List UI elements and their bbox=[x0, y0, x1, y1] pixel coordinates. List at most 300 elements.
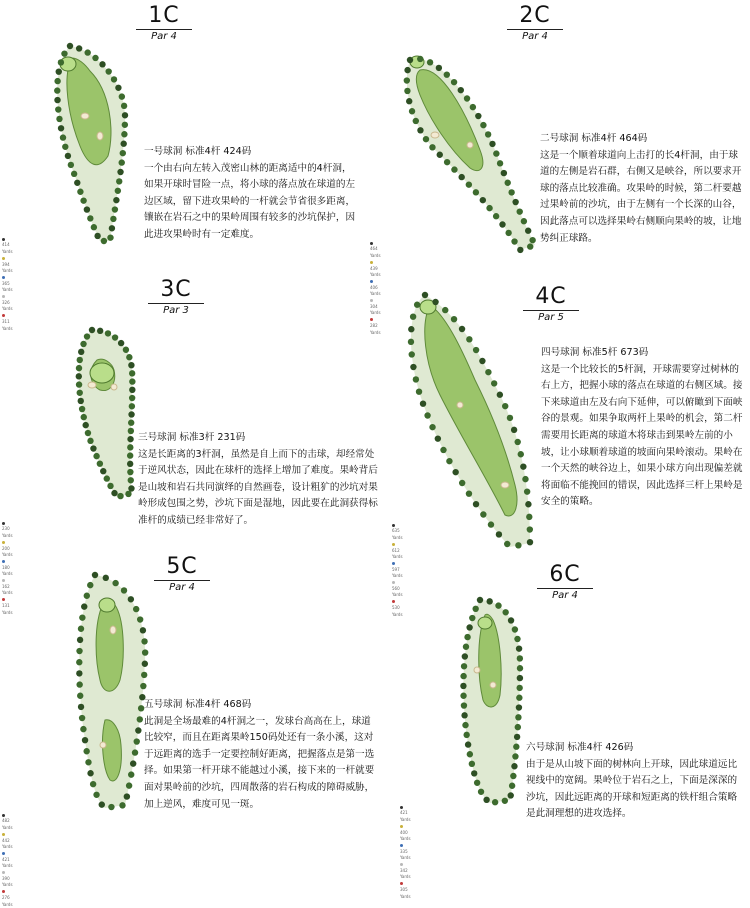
tree-icon bbox=[128, 411, 134, 417]
tree-icon bbox=[123, 347, 129, 353]
bunker bbox=[490, 682, 496, 688]
yardage-text: 612 Yards bbox=[392, 547, 403, 560]
tree-icon bbox=[502, 403, 508, 409]
tree-icon bbox=[517, 675, 523, 681]
tree-icon bbox=[54, 78, 60, 84]
tree-icon bbox=[87, 438, 93, 444]
tree-icon bbox=[510, 773, 516, 779]
tree-icon bbox=[424, 412, 430, 418]
tee-marker-icon bbox=[392, 600, 395, 603]
tree-icon bbox=[461, 702, 467, 708]
hole-par: Par 4 bbox=[507, 29, 563, 42]
tree-icon bbox=[471, 770, 477, 776]
hole-map bbox=[395, 40, 545, 250]
tee-marker-icon bbox=[370, 242, 373, 245]
tree-icon bbox=[133, 606, 139, 612]
yardage-row bbox=[2, 313, 13, 332]
hole-description bbox=[526, 740, 744, 823]
tree-icon bbox=[517, 665, 523, 671]
tree-icon bbox=[526, 514, 532, 520]
tree-icon bbox=[87, 770, 93, 776]
tree-icon bbox=[409, 108, 415, 114]
bunker bbox=[431, 132, 439, 138]
tree-icon bbox=[135, 727, 141, 733]
yardage-text: 180 Yards bbox=[2, 564, 13, 577]
tree-icon bbox=[515, 714, 521, 720]
tree-icon bbox=[82, 422, 88, 428]
tee-marker-icon bbox=[400, 882, 403, 885]
tree-icon bbox=[466, 624, 472, 630]
tee-marker-icon bbox=[2, 890, 5, 893]
tree-icon bbox=[410, 364, 416, 370]
tree-icon bbox=[111, 76, 117, 82]
tree-icon bbox=[76, 648, 82, 654]
tee-marker-icon bbox=[370, 261, 373, 264]
yardage-text: 342 Yards bbox=[400, 868, 411, 880]
hole-par: Par 5 bbox=[523, 310, 579, 323]
tree-icon bbox=[466, 336, 472, 342]
tee-marker-icon bbox=[392, 543, 395, 546]
tree-icon bbox=[496, 531, 502, 537]
tree-icon bbox=[142, 661, 148, 667]
yardage-row bbox=[392, 599, 403, 618]
tree-icon bbox=[525, 228, 531, 234]
tree-icon bbox=[76, 365, 82, 371]
yardage-text: 560 Yards bbox=[392, 586, 403, 598]
tree-icon bbox=[460, 683, 466, 689]
tree-icon bbox=[71, 171, 77, 177]
tree-icon bbox=[470, 104, 476, 110]
tree-icon bbox=[515, 439, 521, 445]
tree-icon bbox=[508, 617, 514, 623]
hole-number: 5C bbox=[166, 554, 198, 579]
tee-marker-icon bbox=[370, 280, 373, 283]
tree-icon bbox=[127, 436, 133, 442]
yardage-row bbox=[2, 578, 13, 597]
tree-icon bbox=[465, 741, 471, 747]
tree-icon bbox=[478, 789, 484, 795]
yardage-row bbox=[392, 522, 403, 541]
tree-icon bbox=[458, 87, 464, 93]
tree-icon bbox=[466, 181, 472, 187]
tree-icon bbox=[491, 380, 497, 386]
yardage-text: 311 Yards bbox=[2, 319, 13, 331]
bunker bbox=[474, 667, 480, 673]
tree-icon bbox=[497, 392, 503, 398]
tee-marker-icon bbox=[392, 562, 395, 565]
tree-icon bbox=[485, 131, 491, 137]
yardage-row bbox=[2, 520, 13, 539]
tree-icon bbox=[508, 189, 514, 195]
yardage-text: 439 Yards bbox=[370, 265, 381, 278]
tree-icon bbox=[107, 234, 113, 240]
tree-icon bbox=[137, 716, 143, 722]
tree-icon bbox=[128, 485, 134, 491]
tee-marker-icon bbox=[2, 238, 5, 241]
tree-icon bbox=[469, 761, 475, 767]
tree-icon bbox=[464, 95, 470, 101]
tee-marker-icon bbox=[2, 598, 5, 601]
hole-body: 由于是从山坡下面的树林向上开球，因此球道远比视线中的宽阔。果岭位于岩石之上，下面是深深的沙坑，因此远距离的开球和短距离的铁杆组合策略是此洞理想的进攻选择。 bbox=[526, 758, 738, 820]
hole-title: 四号球洞 标准5杆 673码 bbox=[541, 347, 649, 358]
tree-icon bbox=[80, 726, 86, 732]
hole-number: 3C bbox=[160, 277, 192, 302]
yardage-text: 365 Yards bbox=[2, 280, 13, 293]
tree-icon bbox=[129, 378, 135, 384]
bunker bbox=[81, 113, 89, 119]
tree-icon bbox=[502, 798, 508, 804]
hole-title: 三号球洞 标准3杆 231码 bbox=[138, 432, 246, 443]
tree-icon bbox=[94, 233, 100, 239]
yardage-row bbox=[2, 255, 13, 274]
tree-icon bbox=[78, 349, 84, 355]
tree-icon bbox=[84, 593, 90, 599]
hole-map bbox=[62, 325, 142, 500]
hole-title: 二号球洞 标准4杆 464码 bbox=[540, 133, 648, 144]
hole-header bbox=[495, 4, 575, 42]
tree-icon bbox=[420, 400, 426, 406]
hole-body: 这是一个比较长的5杆洞，开球需要穿过树林的右上方，把握小球的落点在球道的右侧区域。接下来球道由左及右向下延伸，可以俯瞰到下面峡谷的景观。如果争取两杆上果岭的机会，第二杆需要用长距离的球道木将球击到果岭左前的小坡，让小球顺着球道的坡面向果岭滚动。果岭在一个天然的峡谷边上，如果小球方向出现偏差就将面临不能挽回的错误，因此选择三杆上果岭是安全的策略。 bbox=[541, 363, 743, 508]
tree-icon bbox=[56, 116, 62, 122]
hole-par: Par 4 bbox=[154, 580, 210, 593]
tree-icon bbox=[507, 415, 513, 421]
tee-marker-icon bbox=[2, 541, 5, 544]
hole-number: 4C bbox=[535, 284, 567, 309]
tree-icon bbox=[82, 737, 88, 743]
yardage-row bbox=[400, 842, 411, 861]
tree-icon bbox=[127, 469, 133, 475]
tree-icon bbox=[462, 653, 468, 659]
hole-body: 这是一个顺着球道向上击打的长4杆洞，由于球道的左侧是岩石群，右侧又是峡谷，所以要求开球的落点比较准确。攻果岭的时候，第二杆要越过果岭前的沙坑，由于左侧有一个长深的山谷，因此落点可以选择果岭右侧顺向果岭的坡，让地势纠正球路。 bbox=[540, 149, 742, 244]
yardage-text: 276 Yards bbox=[2, 895, 13, 907]
tree-icon bbox=[451, 79, 457, 85]
tree-icon bbox=[469, 615, 475, 621]
tree-icon bbox=[529, 237, 535, 243]
tree-icon bbox=[67, 43, 73, 49]
tree-icon bbox=[416, 388, 422, 394]
tree-icon bbox=[78, 398, 84, 404]
green bbox=[99, 598, 115, 612]
tree-icon bbox=[501, 170, 507, 176]
tree-icon bbox=[467, 751, 473, 757]
tree-icon bbox=[137, 616, 143, 622]
tree-icon bbox=[495, 602, 501, 608]
tree-icon bbox=[466, 490, 472, 496]
tree-icon bbox=[119, 802, 125, 808]
tree-icon bbox=[101, 238, 107, 244]
tee-marker-icon bbox=[2, 560, 5, 563]
tree-icon bbox=[74, 180, 80, 186]
tree-icon bbox=[141, 672, 147, 678]
tree-icon bbox=[417, 56, 423, 62]
tree-icon bbox=[429, 144, 435, 150]
tree-icon bbox=[504, 541, 510, 547]
tree-icon bbox=[516, 704, 522, 710]
tree-icon bbox=[58, 125, 64, 131]
tree-icon bbox=[509, 783, 515, 789]
yardage-row bbox=[400, 862, 411, 881]
tree-icon bbox=[76, 681, 82, 687]
bunker bbox=[110, 626, 116, 634]
tree-icon bbox=[84, 333, 90, 339]
tee-marker-icon bbox=[2, 814, 5, 817]
tree-icon bbox=[410, 313, 416, 319]
tree-icon bbox=[520, 463, 526, 469]
tree-icon bbox=[60, 134, 66, 140]
tree-icon bbox=[140, 683, 146, 689]
tree-icon bbox=[90, 781, 96, 787]
tree-icon bbox=[129, 395, 135, 401]
hole-title: 一号球洞 标准4杆 424码 bbox=[144, 146, 252, 157]
tree-icon bbox=[115, 188, 121, 194]
tree-icon bbox=[128, 362, 134, 368]
tree-icon bbox=[435, 435, 441, 441]
tree-icon bbox=[87, 215, 93, 221]
tree-icon bbox=[116, 178, 122, 184]
green bbox=[90, 363, 114, 383]
tee-marker-icon bbox=[2, 295, 5, 298]
yardage-row bbox=[392, 560, 403, 579]
tree-icon bbox=[127, 444, 133, 450]
tree-icon bbox=[85, 430, 91, 436]
tree-icon bbox=[68, 162, 74, 168]
tree-icon bbox=[103, 575, 109, 581]
tree-icon bbox=[125, 491, 131, 497]
tree-icon bbox=[97, 460, 103, 466]
yardage-row bbox=[2, 889, 13, 908]
tree-icon bbox=[56, 68, 62, 74]
tree-icon bbox=[516, 695, 522, 701]
yardage-row bbox=[2, 294, 13, 313]
tree-icon bbox=[477, 597, 483, 603]
tree-icon bbox=[492, 799, 498, 805]
hole-title: 五号球洞 标准4杆 468码 bbox=[144, 699, 252, 710]
tree-icon bbox=[126, 354, 132, 360]
tree-icon bbox=[472, 606, 478, 612]
tree-icon bbox=[479, 358, 485, 364]
yardage-row bbox=[392, 541, 403, 560]
tree-icon bbox=[115, 85, 121, 91]
tree-icon bbox=[80, 341, 86, 347]
tree-icon bbox=[84, 49, 90, 55]
tree-icon bbox=[79, 406, 85, 412]
tree-icon bbox=[404, 88, 410, 94]
hole-number: 6C bbox=[549, 562, 581, 587]
tree-icon bbox=[77, 357, 83, 363]
tree-icon bbox=[141, 638, 147, 644]
tree-icon bbox=[486, 598, 492, 604]
hole-map bbox=[65, 570, 155, 810]
hole-number: 2C bbox=[519, 3, 551, 28]
tree-icon bbox=[512, 753, 518, 759]
yardage-row bbox=[2, 539, 13, 558]
yardage-text: 305 Yards bbox=[400, 887, 411, 899]
tree-icon bbox=[87, 582, 93, 588]
hole-body: 这是长距离的3杆洞，虽然是自上而下的击球，却经常处于逆风状态，因此在球杆的选择上增加了难度。果岭背后是山坡和岩石共同演绎的自然画卷，设计粗犷的沙坑对果岭形成包围之势，沙坑下面是湿地，因此要在此洞获得标准杆的成绩已经非常好了。 bbox=[138, 448, 378, 526]
tree-icon bbox=[127, 452, 133, 458]
yardage-text: 482 Yards bbox=[2, 818, 13, 830]
tree-icon bbox=[463, 732, 469, 738]
yardage-legend bbox=[400, 804, 411, 900]
yardage-text: 200 Yards bbox=[2, 545, 13, 558]
tree-icon bbox=[92, 572, 98, 578]
tee-marker-icon bbox=[2, 314, 5, 317]
tree-icon bbox=[422, 292, 428, 298]
tree-icon bbox=[488, 521, 494, 527]
tree-icon bbox=[493, 150, 499, 156]
tree-icon bbox=[486, 205, 492, 211]
tree-icon bbox=[91, 224, 97, 230]
tree-icon bbox=[489, 141, 495, 147]
tree-icon bbox=[516, 645, 522, 651]
tree-icon bbox=[463, 644, 469, 650]
tree-icon bbox=[517, 208, 523, 214]
tree-icon bbox=[107, 483, 113, 489]
tree-icon bbox=[511, 427, 517, 433]
tree-icon bbox=[120, 150, 126, 156]
tree-icon bbox=[124, 793, 130, 799]
tree-icon bbox=[515, 724, 521, 730]
tree-icon bbox=[77, 390, 83, 396]
tee-marker-icon bbox=[400, 863, 403, 866]
yardage-text: 335 Yards bbox=[400, 848, 411, 861]
yardage-row bbox=[2, 850, 13, 869]
yardage-text: 390 Yards bbox=[2, 876, 13, 888]
hole-description bbox=[144, 144, 359, 244]
hole-number: 1C bbox=[148, 3, 180, 28]
tree-icon bbox=[499, 221, 505, 227]
yardage-text: 131 Yards bbox=[2, 603, 13, 615]
tree-icon bbox=[140, 627, 146, 633]
tree-icon bbox=[105, 68, 111, 74]
yardage-text: 442 Yards bbox=[2, 837, 13, 850]
tree-icon bbox=[122, 112, 128, 118]
tree-icon bbox=[54, 97, 60, 103]
tee-marker-icon bbox=[370, 299, 373, 302]
tree-icon bbox=[76, 373, 82, 379]
yardage-text: 635 Yards bbox=[392, 528, 403, 540]
tree-icon bbox=[406, 98, 412, 104]
tree-icon bbox=[480, 511, 486, 517]
tree-icon bbox=[130, 760, 136, 766]
green bbox=[478, 617, 492, 629]
tree-icon bbox=[505, 180, 511, 186]
yardage-row bbox=[370, 240, 381, 259]
tree-icon bbox=[121, 587, 127, 593]
tree-icon bbox=[521, 218, 527, 224]
tree-icon bbox=[417, 127, 423, 133]
tree-icon bbox=[54, 87, 60, 93]
tree-icon bbox=[65, 153, 71, 159]
tree-icon bbox=[459, 326, 465, 332]
tree-icon bbox=[474, 780, 480, 786]
tree-icon bbox=[61, 50, 67, 56]
tree-icon bbox=[524, 488, 530, 494]
hole-description bbox=[540, 131, 745, 247]
tree-icon bbox=[113, 197, 119, 203]
tree-icon bbox=[483, 797, 489, 803]
tree-icon bbox=[493, 213, 499, 219]
tree-icon bbox=[522, 476, 528, 482]
tee-marker-icon bbox=[2, 276, 5, 279]
tree-icon bbox=[473, 347, 479, 353]
tree-icon bbox=[508, 792, 514, 798]
tee-marker-icon bbox=[2, 871, 5, 874]
tree-icon bbox=[460, 693, 466, 699]
yardage-row bbox=[2, 597, 13, 616]
tree-icon bbox=[129, 370, 135, 376]
tee-marker-icon bbox=[392, 524, 395, 527]
tree-icon bbox=[112, 580, 118, 586]
tree-icon bbox=[514, 636, 520, 642]
tree-icon bbox=[517, 655, 523, 661]
tree-icon bbox=[515, 542, 521, 548]
bunker bbox=[97, 132, 103, 140]
tree-icon bbox=[58, 59, 64, 65]
tree-icon bbox=[97, 328, 103, 334]
yardage-text: 230 Yards bbox=[2, 526, 13, 538]
tree-icon bbox=[90, 445, 96, 451]
tree-icon bbox=[129, 403, 135, 409]
tree-icon bbox=[108, 804, 114, 810]
yardage-row bbox=[2, 812, 13, 831]
tree-icon bbox=[77, 637, 83, 643]
tree-icon bbox=[527, 539, 533, 545]
tree-icon bbox=[109, 225, 115, 231]
tree-icon bbox=[458, 174, 464, 180]
yardage-row bbox=[2, 236, 13, 255]
tree-icon bbox=[404, 67, 410, 73]
tree-icon bbox=[128, 420, 134, 426]
hole-par: Par 3 bbox=[148, 303, 204, 316]
tree-icon bbox=[100, 468, 106, 474]
tree-icon bbox=[497, 160, 503, 166]
yardage-row bbox=[370, 317, 381, 336]
tree-icon bbox=[77, 189, 83, 195]
tree-icon bbox=[112, 334, 118, 340]
tee-marker-icon bbox=[2, 579, 5, 582]
yardage-legend bbox=[2, 812, 13, 908]
tree-icon bbox=[446, 458, 452, 464]
tree-icon bbox=[461, 712, 467, 718]
yardage-row bbox=[2, 274, 13, 293]
tree-icon bbox=[128, 596, 134, 602]
yardage-text: 464 Yards bbox=[370, 246, 381, 258]
tree-icon bbox=[464, 634, 470, 640]
tree-icon bbox=[127, 461, 133, 467]
tree-icon bbox=[513, 744, 519, 750]
tree-icon bbox=[459, 480, 465, 486]
tree-icon bbox=[451, 166, 457, 172]
tree-icon bbox=[462, 722, 468, 728]
tree-icon bbox=[76, 670, 82, 676]
tree-icon bbox=[517, 247, 523, 253]
tree-icon bbox=[78, 626, 84, 632]
tree-icon bbox=[92, 55, 98, 61]
yardage-row bbox=[370, 298, 381, 317]
tree-icon bbox=[78, 704, 84, 710]
tree-icon bbox=[408, 339, 414, 345]
tree-icon bbox=[128, 477, 134, 483]
tree-icon bbox=[480, 197, 486, 203]
tree-icon bbox=[89, 327, 95, 333]
bunker bbox=[467, 142, 473, 148]
yardage-legend bbox=[2, 236, 13, 332]
tree-icon bbox=[99, 801, 105, 807]
bunker bbox=[88, 382, 96, 388]
yardage-row bbox=[392, 580, 403, 599]
tree-icon bbox=[85, 759, 91, 765]
